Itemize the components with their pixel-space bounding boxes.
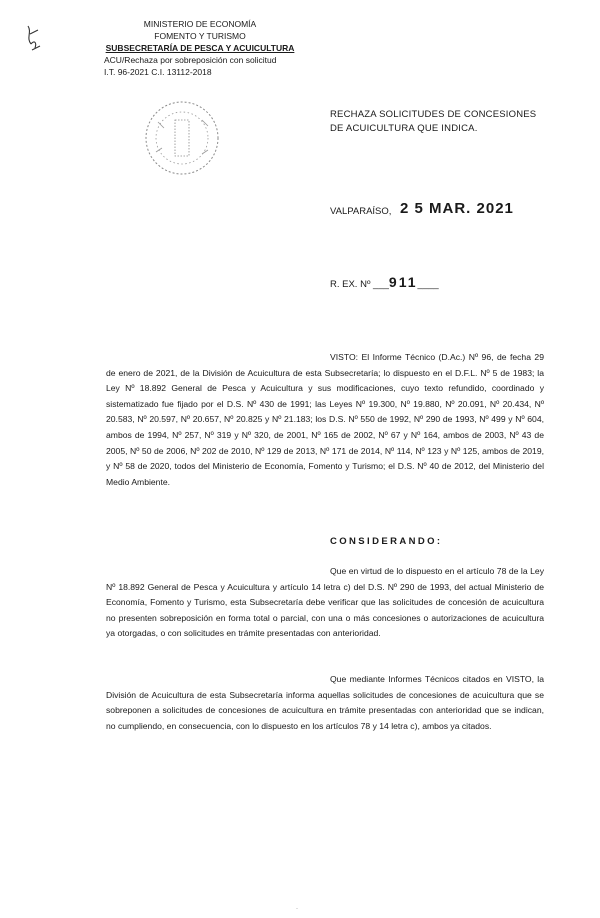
letterhead	[100, 18, 300, 78]
rex-suffix: ____	[417, 279, 439, 290]
reference-line-1: ACU/Rechaza por sobreposición con solicitud	[104, 55, 277, 65]
subsecretaria-name: SUBSECRETARÍA DE PESCA Y ACUICULTURA	[105, 43, 295, 53]
resolution-subject: RECHAZA SOLICITUDES DE CONCESIONES DE ACUICULTURA QUE INDICA.	[330, 109, 537, 134]
rex-number: 911	[388, 274, 418, 290]
margin-signature	[22, 22, 44, 56]
page-mark: ·	[296, 906, 298, 912]
rex-prefix: R. EX. Nº ___	[330, 279, 389, 290]
visto-paragraph: VISTO: El Informe Técnico (D.Ac.) Nº 96, de fecha 29 de enero de 2021, de la División de Acuicultura de esta Subsecretaría; lo dispuesto en el D.F.L. Nº 5 de 1983; la Ley Nº 18.892 General de Pesca y Acuicultura y sus modificaciones, cuyo texto refundido, coordinado y sistematizado fue fijado por el D.S. Nº 430 de 1991; las Leyes Nº 19.300, Nº 19.880, Nº 20.091, Nº 20.434, Nº 20.583, Nº 20.597, Nº 20.657, Nº 20.825 y Nº 21.183; los D.S. Nº 550 de 1992, Nº 290 de 1993, Nº 499 y Nº 604, ambos de 1994, Nº 257, Nº 319 y Nº 320, de 2001, Nº 165 de 2002, Nº 67 y Nº 164, ambos de 2003, Nº 43 de 2005, Nº 50 de 2006, Nº 202 de 2010, Nº 129 de 2013, Nº 171 de 2014, Nº 114, Nº 123 y Nº 125, ambos de 2019, y Nº 58 de 2020, todos del Ministerio de Economía, Fomento y Turismo; el D.S. Nº 40 de 2012, del Ministerio del Medio Ambiente.	[106, 352, 544, 487]
ministry-name-2: FOMENTO Y TURISMO	[154, 31, 246, 41]
resolution-number	[330, 274, 439, 290]
place-date	[330, 200, 570, 224]
considerando-paragraph-2: Que mediante Informes Técnicos citados en VISTO, la División de Acuicultura de esta Subsecretaría informa aquellas solicitudes de concesiones de acuicultura que se sobreponen a solicitudes de concesiones de acuicultura en trámite presentadas con anterioridad que se indican, no cumpliendo, en consecuencia, con lo dispuesto en los artículos 78 y 14 letra c), ambos ya citados.	[106, 674, 544, 731]
reference-line-2: I.T. 96-2021 C.I. 13112-2018	[104, 67, 212, 77]
ministry-name: MINISTERIO DE ECONOMÍA	[143, 19, 257, 29]
official-seal	[142, 98, 222, 178]
stamped-date: 2 5 MAR. 2021	[400, 200, 514, 217]
place: VALPARAÍSO,	[330, 206, 392, 217]
considerando-paragraph-1: Que en virtud de lo dispuesto en el artículo 78 de la Ley Nº 18.892 General de Pesca y Acuicultura y artículo 14 letra c) del D.S. Nº 290 de 1993, del actual Ministerio de Economía, Fomento y Turismo, esta Subsecretaría debe verificar que las solicitudes de concesión de acuicultura no presenten sobreposición en forma total o parcial, con una o más concesiones o autorizaciones de acuicultura ya otorgadas, o con solicitudes en trámite presentadas con anterioridad.	[106, 566, 544, 639]
considerando-heading: CONSIDERANDO:	[330, 536, 443, 547]
